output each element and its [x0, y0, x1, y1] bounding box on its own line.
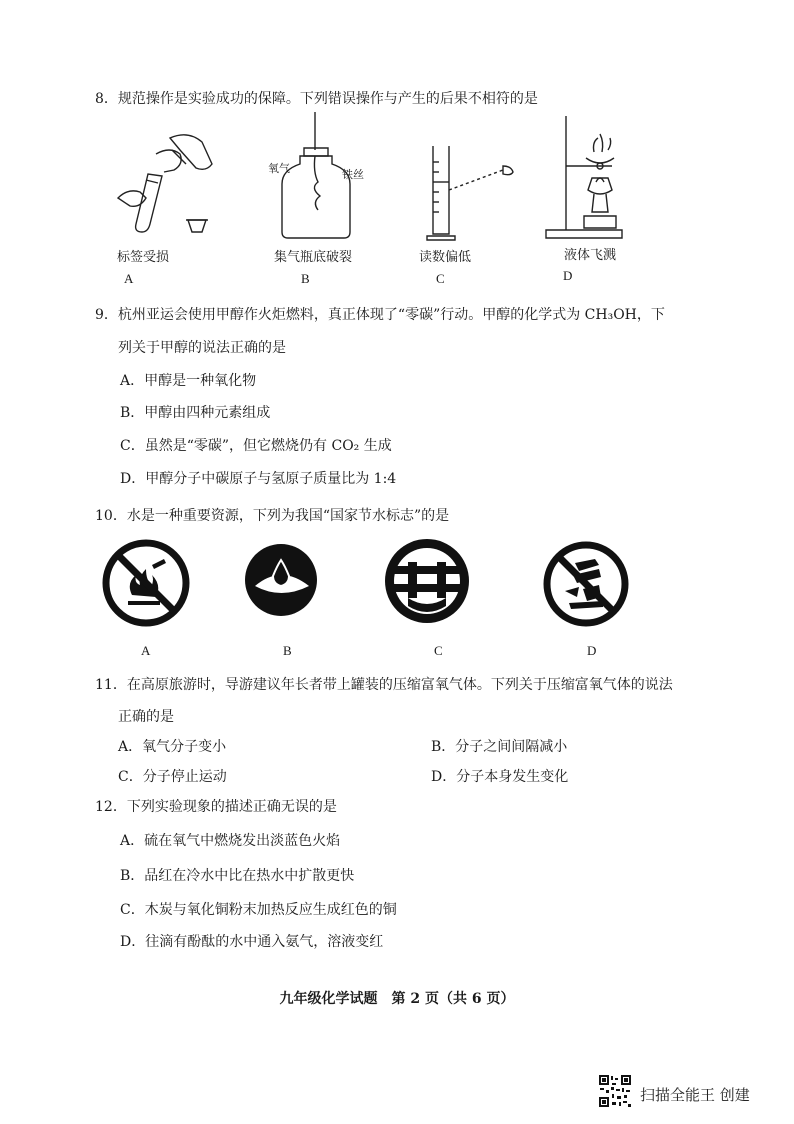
- q9-stem-line1: 9．杭州亚运会使用甲醇作火炬燃料，真正体现了“零碳”行动。甲醇的化学式为 CH₃OH，下: [95, 307, 665, 323]
- q8-figure-b-caption: 集气瓶底破裂: [274, 250, 353, 265]
- q11-option-a: A．氧气分子变小: [118, 739, 227, 755]
- q11-stem-line2: 正确的是: [118, 709, 174, 725]
- q8-figure-d-caption: 液体飞溅: [564, 248, 617, 263]
- q12-stem: 12．下列实验现象的描述正确无误的是: [95, 799, 337, 815]
- q8-figure-c-cylinder: [425, 142, 520, 242]
- q10-sign-a-no-fire-icon: [102, 539, 190, 627]
- q10-sign-b-water-drop-icon: [243, 542, 319, 618]
- q12-option-a: A．硫在氧气中燃烧发出淡蓝色火焰: [120, 833, 341, 849]
- q10-letter-d: D: [587, 643, 597, 658]
- q9-option-a: A．甲醇是一种氧化物: [120, 373, 257, 389]
- q9-stem-line2: 列关于甲醇的说法正确的是: [118, 340, 286, 356]
- q8-figure-b-label-iron: 铁丝: [342, 168, 364, 181]
- q10-letter-b: B: [283, 643, 292, 658]
- q10-sign-d-no-plant-icon: [543, 541, 629, 627]
- page-footer: 九年级化学试题 第 2 页（共 6 页）: [279, 991, 515, 1007]
- qr-code-icon: [598, 1074, 632, 1108]
- q8-figure-b-label-oxygen: 氧气: [268, 162, 290, 175]
- q11-option-b: B．分子之间间隔减小: [431, 739, 568, 755]
- q8-figure-b-letter: B: [301, 271, 310, 286]
- q8-figure-d-evaporation: [542, 112, 632, 242]
- q12-option-d: D．往滴有酚酞的水中通入氨气，溶液变红: [120, 934, 384, 950]
- q8-figure-b-gas-bottle: [270, 112, 380, 242]
- q10-letter-a: A: [141, 643, 151, 658]
- q9-option-c: C．虽然是“零碳”，但它燃烧仍有 CO₂ 生成: [120, 438, 392, 454]
- q9-option-b: B．甲醇由四种元素组成: [120, 405, 271, 421]
- scanner-watermark-text: 扫描全能王 创建: [640, 1086, 750, 1104]
- q8-figure-a-pouring: [110, 128, 220, 238]
- q8-figure-c-caption: 读数偏低: [419, 250, 472, 265]
- q11-option-c: C．分子停止运动: [118, 769, 227, 785]
- q8-figure-d-letter: D: [563, 268, 573, 283]
- q11-option-d: D．分子本身发生变化: [431, 769, 569, 785]
- q10-stem: 10．水是一种重要资源，下列为我国“国家节水标志”的是: [95, 508, 450, 524]
- q10-letter-c: C: [434, 643, 443, 658]
- q10-sign-c-water-saving-icon: [384, 538, 470, 624]
- q9-option-d: D．甲醇分子中碳原子与氢原子质量比为 1:4: [120, 471, 397, 487]
- q8-figure-a-caption: 标签受损: [117, 250, 170, 265]
- q12-option-b: B．品红在冷水中比在热水中扩散更快: [120, 868, 355, 884]
- q8-figure-a-letter: A: [124, 271, 134, 286]
- q8-stem: 8．规范操作是实验成功的保障。下列错误操作与产生的后果不相符的是: [95, 91, 538, 107]
- q12-option-c: C．木炭与氧化铜粉末加热反应生成红色的铜: [120, 902, 397, 918]
- q8-figure-c-letter: C: [436, 271, 445, 286]
- q11-stem-line1: 11．在高原旅游时，导游建议年长者带上罐装的压缩富氧气体。下列关于压缩富氧气体的说法: [95, 677, 673, 693]
